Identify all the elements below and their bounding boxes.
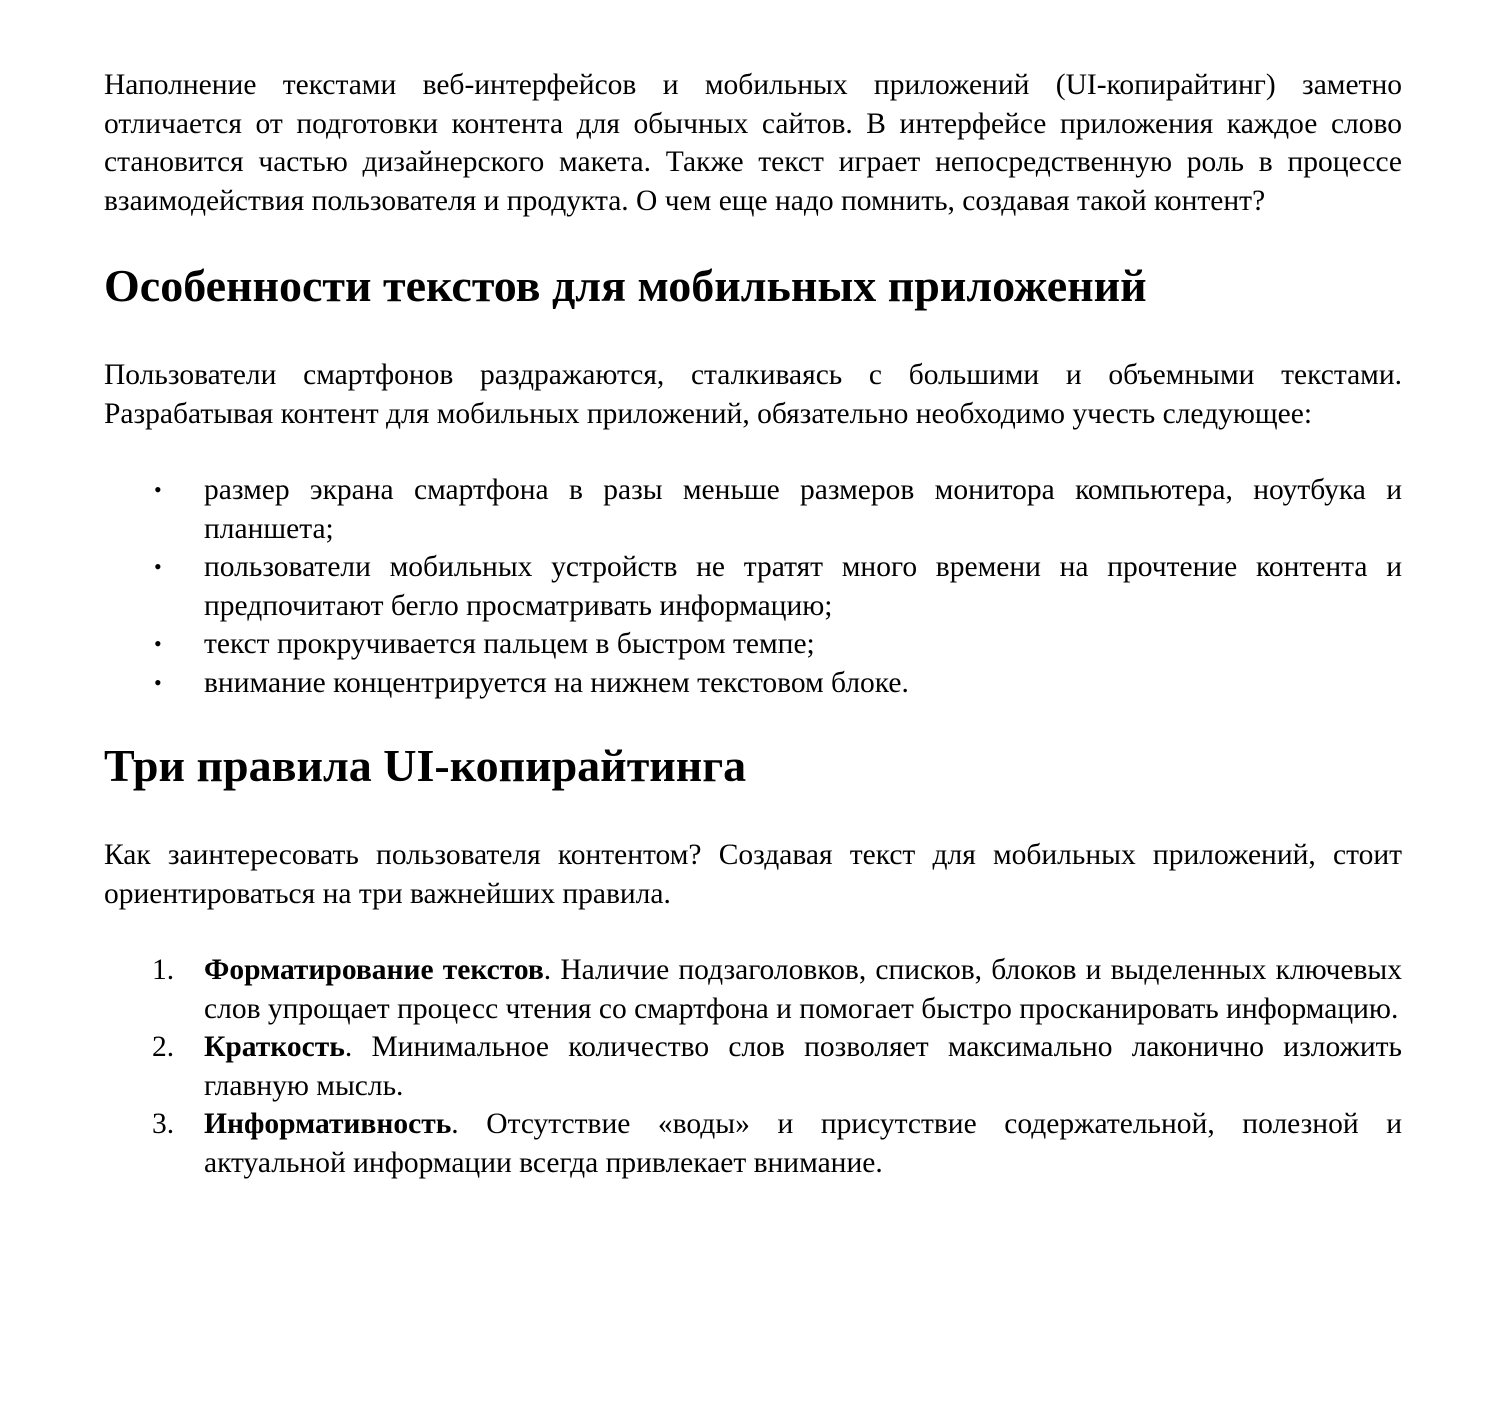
bullet-icon: • (154, 669, 162, 695)
bullet-icon: • (154, 477, 162, 502)
section2-paragraph: Как заинтересовать пользователя контентом? Создавая текст для мобильных приложений, стоит ориентироваться на три важнейших правила. (104, 839, 1402, 910)
list-item (104, 1105, 1402, 1182)
bullet-icon: • (154, 554, 162, 579)
numbered-list (104, 951, 1402, 1182)
rule-text: . Наличие подзаголовков, списков, блоков и выделенных ключевых слов упрощает процесс чтения со смартфона и помогает быстро просканировать информацию. (204, 954, 1403, 1025)
list-number: 1. (152, 954, 175, 986)
bullet-icon: • (154, 631, 162, 656)
rule-text: . Минимальное количество слов позволяет максимально лаконично изложить главную мысль. (204, 1031, 1402, 1102)
list-item (104, 625, 1402, 664)
list-item (104, 548, 1402, 625)
intro-paragraph: Наполнение текстами веб-интерфейсов и мобильных приложений (UI-копирайтинг) заметно отличается от подготовки контента для обычных сайтов. В интерфейсе приложения каждое слово становится частью дизайнерского макета. Также текст играет непосредственную роль в процессе взаимодействия пользователя и продукта. О чем еще надо помнить, создавая такой контент? (104, 69, 1402, 217)
rule-text: . Отсутствие «воды» и присутствие содержательной, полезной и актуальной информации всегда привлекает внимание. (204, 1108, 1402, 1179)
rule-term: Форматирование текстов (204, 954, 544, 986)
rule-term: Информативность (204, 1108, 452, 1140)
section-heading-ui-rules: Три правила UI-копирайтинга (104, 740, 747, 791)
list-item (104, 1028, 1402, 1105)
document-page (104, 66, 1402, 1182)
list-item (104, 951, 1402, 1028)
list-item-text: пользователи мобильных устройств не тратят много времени на прочтение контента и предпочитают бегло просматривать информацию; (204, 551, 1402, 622)
list-number: 2. (152, 1031, 175, 1063)
section-heading-mobile-texts: Особенности текстов для мобильных приложений (104, 260, 1147, 311)
section1-paragraph: Пользователи смартфонов раздражаются, сталкиваясь с большими и объемными текстами. Разрабатывая контент для мобильных приложений, обязательно необходимо учесть следующее: (104, 359, 1402, 430)
list-item-text: внимание концентрируется на нижнем текстовом блоке. (204, 666, 909, 699)
list-item (104, 471, 1402, 548)
list-item-text: размер экрана смартфона в разы меньше размеров монитора компьютера, ноутбука и планшета; (204, 474, 1402, 545)
list-number: 3. (152, 1108, 175, 1140)
list-item-text: текст прокручивается пальцем в быстром темпе; (204, 628, 815, 660)
bullet-list (104, 471, 1402, 702)
list-item (104, 664, 1402, 703)
rule-term: Краткость (204, 1031, 345, 1063)
